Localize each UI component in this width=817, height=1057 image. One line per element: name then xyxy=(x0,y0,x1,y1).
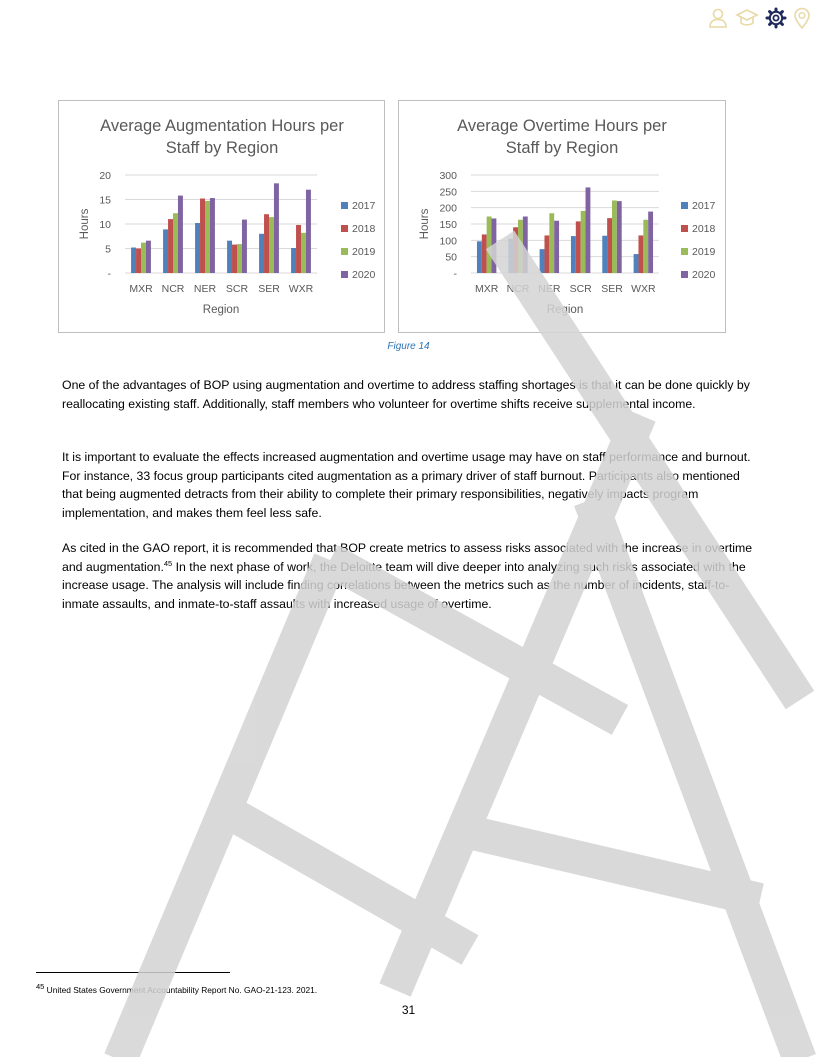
bar-2019-ner xyxy=(205,201,210,273)
bar-2018-ncr xyxy=(513,227,518,273)
bar-2017-ncr xyxy=(508,239,513,273)
y-tick-label: - xyxy=(107,268,111,280)
chart-title-line: Average Overtime Hours per xyxy=(457,117,667,135)
bar-2019-mxr xyxy=(141,243,146,273)
legend-swatch xyxy=(681,248,688,255)
paragraph-effects: It is important to evaluate the effects increased augmentation and overtime usage may have on staff performance and burnout. For instance, 33 focus group participants cited augmentation as a primary driver of staff burnout. Participants also mentioned that being augmented detracts from their ability to complete their primary responsibilities, negatively impacts program implementation, and makes them feel less safe. xyxy=(62,450,751,521)
bar-2020-scr xyxy=(586,187,591,273)
y-tick-label: 5 xyxy=(105,243,111,256)
y-tick-label: 15 xyxy=(99,194,111,207)
overtime-chart-svg xyxy=(399,101,725,332)
x-tick-label: NCR xyxy=(506,283,530,295)
paragraph-advantages: One of the advantages of BOP using augmentation and overtime to address staffing shortages is that it can be done quickly by reallocating existing staff. Additionally, staff members who volunteer for overtime shifts receive supplemental income. xyxy=(62,378,750,411)
y-tick-label: 100 xyxy=(439,235,457,248)
augmentation-chart xyxy=(58,100,385,333)
footnote xyxy=(36,982,318,995)
legend-swatch xyxy=(341,202,348,209)
bar-2020-ncr xyxy=(523,216,528,273)
bar-2017-ner xyxy=(195,223,200,273)
footnote-divider xyxy=(36,972,230,973)
bar-2019-ner xyxy=(549,213,554,273)
legend-swatch xyxy=(681,202,688,209)
bar-2018-scr xyxy=(576,221,581,273)
bar-2017-mxr xyxy=(477,241,482,273)
paragraph-gao-part1: As cited in the GAO report, it is recommended that BOP create metrics to assess risks associated with the increase in overtime and augmentation. xyxy=(62,541,753,574)
y-tick-label: - xyxy=(453,268,457,280)
gear-icon[interactable] xyxy=(765,7,787,29)
bar-2017-ner xyxy=(540,249,545,273)
bar-2019-ncr xyxy=(173,213,178,273)
paragraph-gao xyxy=(62,539,758,614)
x-tick-label: NER xyxy=(193,283,217,295)
x-tick-label: SER xyxy=(601,283,623,295)
bar-2020-scr xyxy=(242,220,247,273)
bar-2020-ser xyxy=(274,183,279,273)
legend-label: 2019 xyxy=(692,246,716,258)
bar-2017-ser xyxy=(602,236,607,273)
x-axis-label: Region xyxy=(546,304,584,316)
chart-title-line: Staff by Region xyxy=(505,139,619,157)
figure-caption: Figure 14 xyxy=(387,341,430,352)
bar-2017-ncr xyxy=(163,229,168,273)
footnote-marker: 45 xyxy=(36,982,45,992)
bar-2020-ncr xyxy=(178,196,183,273)
legend-label: 2020 xyxy=(692,269,716,281)
bar-2017-wxr xyxy=(291,248,296,273)
bar-2019-ser xyxy=(612,200,617,273)
bar-2020-mxr xyxy=(492,218,497,273)
user-outline-icon[interactable] xyxy=(707,7,729,29)
footnote-text: United States Government Accountability Report No. GAO-21-123. 2021. xyxy=(44,985,318,995)
x-axis-label: Region xyxy=(202,304,240,316)
legend-swatch xyxy=(341,248,348,255)
header-icons xyxy=(707,7,811,29)
bar-2018-mxr xyxy=(136,249,141,274)
y-tick-label: 10 xyxy=(99,219,111,231)
x-tick-label: NER xyxy=(538,283,561,295)
y-tick-label: 250 xyxy=(439,186,457,199)
legend-label: 2019 xyxy=(352,246,376,258)
bar-2019-wxr xyxy=(643,220,648,273)
bar-2020-ner xyxy=(554,221,559,273)
bar-2020-mxr xyxy=(146,241,151,273)
graduation-cap-icon[interactable] xyxy=(735,7,759,29)
legend-label: 2017 xyxy=(352,200,376,212)
bar-2018-ncr xyxy=(168,219,173,273)
x-tick-label: SCR xyxy=(225,283,249,295)
legend-swatch xyxy=(681,225,688,232)
x-tick-label: SER xyxy=(258,283,280,295)
y-tick-label: 50 xyxy=(445,251,457,264)
overtime-chart xyxy=(398,100,726,333)
bar-2017-mxr xyxy=(131,248,136,273)
page-number: 31 xyxy=(401,1003,416,1017)
bar-2019-ncr xyxy=(518,220,523,273)
paragraph-gao-part2: In the next phase of work, the Deloitte team will dive deeper into analyzing such risks associated with the increase usage. The analysis will include finding correlations between the metrics such as the number of incidents, staff-to-inmate assaults, and inmate-to-staff assaults with increased usage of overtime. xyxy=(62,559,746,612)
bar-2017-scr xyxy=(227,241,232,273)
bar-2020-wxr xyxy=(648,212,653,273)
bar-2017-scr xyxy=(571,236,576,273)
bar-2020-ner xyxy=(210,198,215,273)
y-axis-label: Hours xyxy=(79,208,91,240)
bar-2019-mxr xyxy=(487,216,492,273)
bar-2018-ner xyxy=(200,199,205,273)
bar-2018-mxr xyxy=(482,234,487,273)
y-axis-label: Hours xyxy=(419,208,431,240)
legend-swatch xyxy=(341,271,348,278)
bar-2020-wxr xyxy=(306,190,311,273)
legend-label: 2018 xyxy=(352,223,376,235)
chart-title-line: Average Augmentation Hours per xyxy=(100,117,344,135)
bar-2017-wxr xyxy=(634,254,639,273)
x-tick-label: NCR xyxy=(161,283,185,295)
x-tick-label: MXR xyxy=(129,283,153,295)
legend-swatch xyxy=(341,225,348,232)
x-tick-label: WXR xyxy=(631,283,656,295)
y-tick-label: 300 xyxy=(439,170,457,182)
legend-swatch xyxy=(681,271,688,278)
y-tick-label: 20 xyxy=(99,170,111,182)
x-tick-label: MXR xyxy=(474,283,499,295)
bar-2019-ser xyxy=(269,217,274,273)
y-tick-label: 200 xyxy=(439,202,457,215)
location-pin-icon[interactable] xyxy=(793,7,811,29)
chart-title-line: Staff by Region xyxy=(165,139,279,157)
bar-2018-scr xyxy=(232,245,237,273)
legend-label: 2017 xyxy=(692,200,716,212)
y-tick-label: 150 xyxy=(439,219,457,231)
bar-2017-ser xyxy=(259,234,264,273)
legend-label: 2020 xyxy=(352,269,376,281)
bar-2018-wxr xyxy=(638,235,643,273)
bar-2018-ner xyxy=(544,235,549,273)
bar-2018-ser xyxy=(264,214,269,273)
footnote-reference[interactable]: 45 xyxy=(163,558,173,568)
bar-2020-ser xyxy=(617,201,622,273)
bar-2018-ser xyxy=(607,218,612,273)
augmentation-chart-svg xyxy=(59,101,384,332)
bar-2019-scr xyxy=(581,211,586,273)
bar-2018-wxr xyxy=(296,225,301,273)
x-tick-label: SCR xyxy=(569,283,592,295)
bar-2019-wxr xyxy=(301,233,306,273)
x-tick-label: WXR xyxy=(288,283,314,295)
bar-2019-scr xyxy=(237,244,242,273)
legend-label: 2018 xyxy=(692,223,716,235)
